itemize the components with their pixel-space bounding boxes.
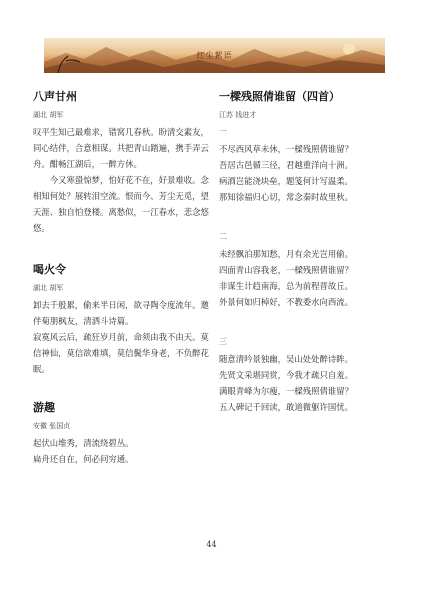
poem-line: 外景何如归棹好，不教委水向西流。 [219, 297, 353, 307]
poem-line: 满眼青峰为尔瘦，一樑残照倩谁留？ [219, 386, 353, 396]
poem-hehuoling [33, 261, 215, 377]
poem-paragraph: 卸去千般累，偷来半日闲，欲寻陶令度流年。邀伴菊朋枫友，清洒斗诗篇。 [33, 300, 209, 326]
section-body [219, 246, 391, 310]
poem-title: 一樑残照倩谁留（四首） [219, 90, 340, 103]
poem-youqu [33, 399, 215, 467]
poem-line: 病酒岂能浇块垒，题笺何计写温柔。 [219, 176, 353, 186]
poem-title: 八声甘州 [33, 90, 77, 103]
banner-title: 红尘絮语 [196, 51, 233, 60]
poem-line: 起伏山堆秀，清流绕碧丛。 [33, 438, 134, 448]
section-body [219, 351, 391, 415]
poem-paragraph: 寂寞风云后，疏狂岁月前，命须由我不由天。莫信神仙，莫信欲难填，莫信鬓华身老，不负醉花眠。 [33, 332, 209, 374]
poem-line: 先贤文采堪同赏，今我才疏只自羞。 [219, 370, 353, 380]
poem-section-3 [219, 336, 391, 415]
poem-line: 那知徐福归心切，常念秦时故里秋。 [219, 192, 353, 202]
section-numeral: 二 [219, 232, 227, 241]
poem-section-2 [219, 231, 391, 310]
poem-line: 非谋生计趋南海，总为前程晋故丘。 [219, 281, 353, 291]
section-body [219, 141, 391, 205]
section-numeral: 三 [219, 337, 227, 346]
poem-line: 吾居古邑循三径，君越重洋向十洲。 [219, 160, 353, 170]
poem-line: 四面青山容我老，一樑残照倩谁留？ [219, 265, 353, 275]
poem-author: 江苏 钱进才 [219, 111, 257, 119]
section-numeral: 一 [219, 127, 227, 136]
poem-body [33, 124, 215, 236]
page-number: 44 [206, 540, 217, 549]
poem-section-1 [219, 126, 391, 205]
poem-line: 随意清吟景独幽，吴山处处醉诗眸。 [219, 354, 353, 364]
poem-paragraph: 今又寒蛩惊梦，怕好花不在，好景难收。念相知何处？展转泪空流。恨而今、芳尘无觅，望天涯、独自怕登楼。离愁似，一江春水，悲念悠悠。 [33, 175, 209, 233]
header-banner [44, 38, 385, 73]
poem-line: 不尽西风草未休，一樑残照倩谁留？ [219, 144, 353, 154]
poem-body [33, 297, 215, 377]
poem-title: 喝火令 [33, 263, 66, 276]
poem-paragraph: 叹平生知己最难求，错窝几春秋。盼清交素友，同心结伴，合意相谋。共把青山踏遍，携手弄云舟。酣畅江湖后，一醉方休。 [33, 127, 209, 169]
poem-body [33, 435, 215, 467]
poem-baishengganzhou [33, 88, 215, 236]
left-column [33, 88, 215, 467]
poem-author: 湖北 胡军 [33, 111, 64, 119]
right-column [219, 88, 391, 415]
poem-author: 安徽 张国贞 [33, 422, 71, 430]
poem-author: 湖北 胡军 [33, 284, 64, 292]
poem-line: 未经飘泊那知愁，月有余光岂用偷。 [219, 249, 353, 259]
poem-title: 游趣 [33, 401, 55, 414]
poem-line: 扁舟还自在，何必问穷通。 [33, 454, 134, 464]
poem-line: 五人碑记千回读，敢道微躯许国忧。 [219, 402, 353, 412]
